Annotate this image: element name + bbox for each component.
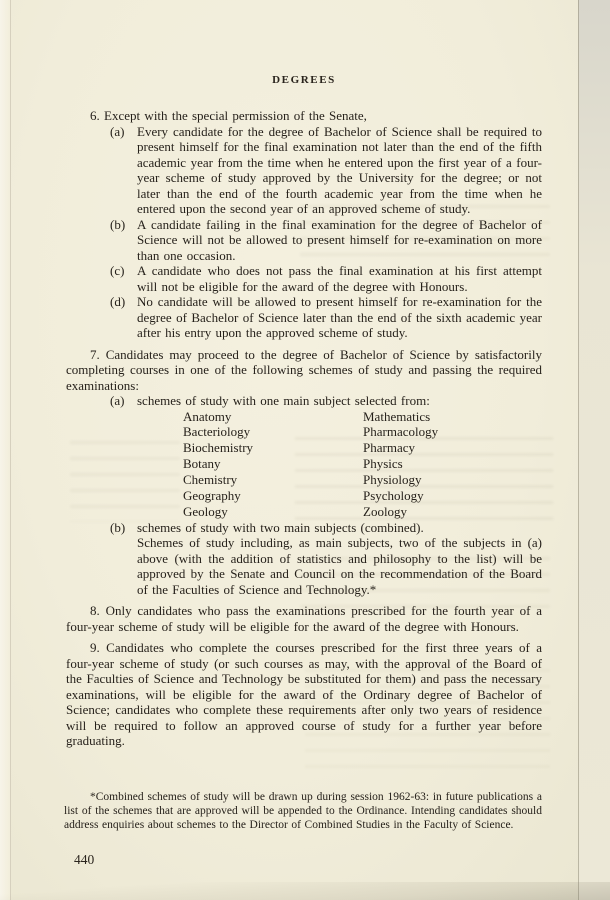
page-body xyxy=(66,108,542,749)
paragraph-7 xyxy=(66,347,542,394)
subject: Anatomy xyxy=(183,408,232,424)
paragraph-8-text: Only candidates who pass the examinations prescribed for the fourth year of a four-year scheme of study will be eligible for the award of the degree with Honours. xyxy=(66,603,542,634)
clause-6b-label: (b) xyxy=(110,216,126,232)
clause-7a xyxy=(110,393,542,409)
scan-bottom-shadow xyxy=(0,882,610,900)
clause-6a-label: (a) xyxy=(110,123,125,139)
subject: Biochemistry xyxy=(183,440,254,456)
subject-column-right xyxy=(363,409,438,520)
clause-6c-label: (c) xyxy=(110,263,125,278)
subject: Physics xyxy=(363,456,403,472)
clause-7b-continuation: Schemes of study including, as main subjects, two of the subjects in (a) above (with the addition of statistics and philosophy to the list) will be approved by the Senate and Council on the recommendation of the Board of the Faculties of Science and Technology.* xyxy=(137,535,542,597)
clause-6b-text: A candidate failing in the final examination for the degree of Bachelor of Science will not be allowed to present himself for re-examination on more than one occasion. xyxy=(137,216,542,263)
paragraph-6-number: 6. xyxy=(90,108,100,123)
subject: Geography xyxy=(183,488,241,504)
paragraph-6-text: Except with the special permission of the Senate, xyxy=(104,108,367,123)
subject: Pharmacy xyxy=(363,440,415,456)
clause-6d-label: (d) xyxy=(110,294,126,309)
subject-list xyxy=(183,409,542,520)
subject: Physiology xyxy=(363,472,422,488)
subject: Chemistry xyxy=(183,472,238,488)
clause-7a-label: (a) xyxy=(110,393,125,408)
subject: Mathematics xyxy=(363,408,431,424)
paragraph-7-text: Candidates may proceed to the degree of Bachelor of Science by satisfactorily completing courses in one of the following schemes of study and passing the required examinations: xyxy=(66,346,542,393)
clause-6a-text: Every candidate for the degree of Bachelor of Science shall be required to present himself for the final examination not later than the end of the fifth academic year from the time when he entered upon the first year of a four-year scheme of study approved by the University for the degree; or not later than the end of the fourth academic year from the time when he entered upon the second year of an approved scheme of study. xyxy=(137,123,542,216)
running-head: DEGREES xyxy=(272,74,336,86)
page-left-edge xyxy=(0,0,11,900)
page-number: 440 xyxy=(74,852,95,867)
paragraph-8 xyxy=(66,603,542,634)
clause-6a xyxy=(110,124,542,217)
paragraph-7-number: 7. xyxy=(90,346,100,362)
clause-6c xyxy=(110,263,542,294)
clause-7b-text: schemes of study with two main subjects (combined). xyxy=(137,519,424,535)
subject: Botany xyxy=(183,456,221,472)
clause-7a-text: schemes of study with one main subject selected from: xyxy=(137,393,430,408)
paragraph-9-text: Candidates who complete the courses prescribed for the first three years of a four-year scheme of study (or such courses as may, with the approval of the Board of the Faculties of Science and Technology be substituted for them) and pass the necessary examinations, will be eligible for the award of the Ordinary degree of Bachelor of Science; candidates who complete these requirements after only two years of residence will be required to follow an approved course of study for a further year before graduating. xyxy=(66,640,542,749)
paragraph-8-number: 8. xyxy=(90,603,100,619)
clause-6d xyxy=(110,294,542,341)
clause-6d-text: No candidate will be allowed to present himself for re-examination for the degree of Bachelor of Science later than the end of the sixth academic year after his entry upon the approved scheme of study. xyxy=(137,294,542,340)
paragraph-9-number: 9. xyxy=(90,640,100,656)
footnote: *Combined schemes of study will be drawn up during session 1962-63: in future publications a list of the schemes that are approved will be appended to the Ordinance. Intending candidates should address enquiries about schemes to the Director of Combined Studies in the Faculty of Science. xyxy=(64,791,542,831)
subject: Pharmacology xyxy=(363,424,439,440)
clause-6b xyxy=(110,217,542,264)
paragraph-9 xyxy=(66,640,542,749)
subject: Zoology xyxy=(363,503,408,519)
clause-6c-text: A candidate who does not pass the final examination at his first attempt will not be eligible for the award of the degree with Honours. xyxy=(137,263,542,294)
subject: Bacteriology xyxy=(183,424,251,440)
subject: Geology xyxy=(183,503,228,519)
paragraph-6 xyxy=(66,108,542,124)
clause-7b-label: (b) xyxy=(110,519,126,535)
clause-7b xyxy=(110,520,542,536)
subject-column-left xyxy=(183,409,363,520)
subject: Psychology xyxy=(363,488,424,504)
page-right-edge xyxy=(578,0,610,900)
